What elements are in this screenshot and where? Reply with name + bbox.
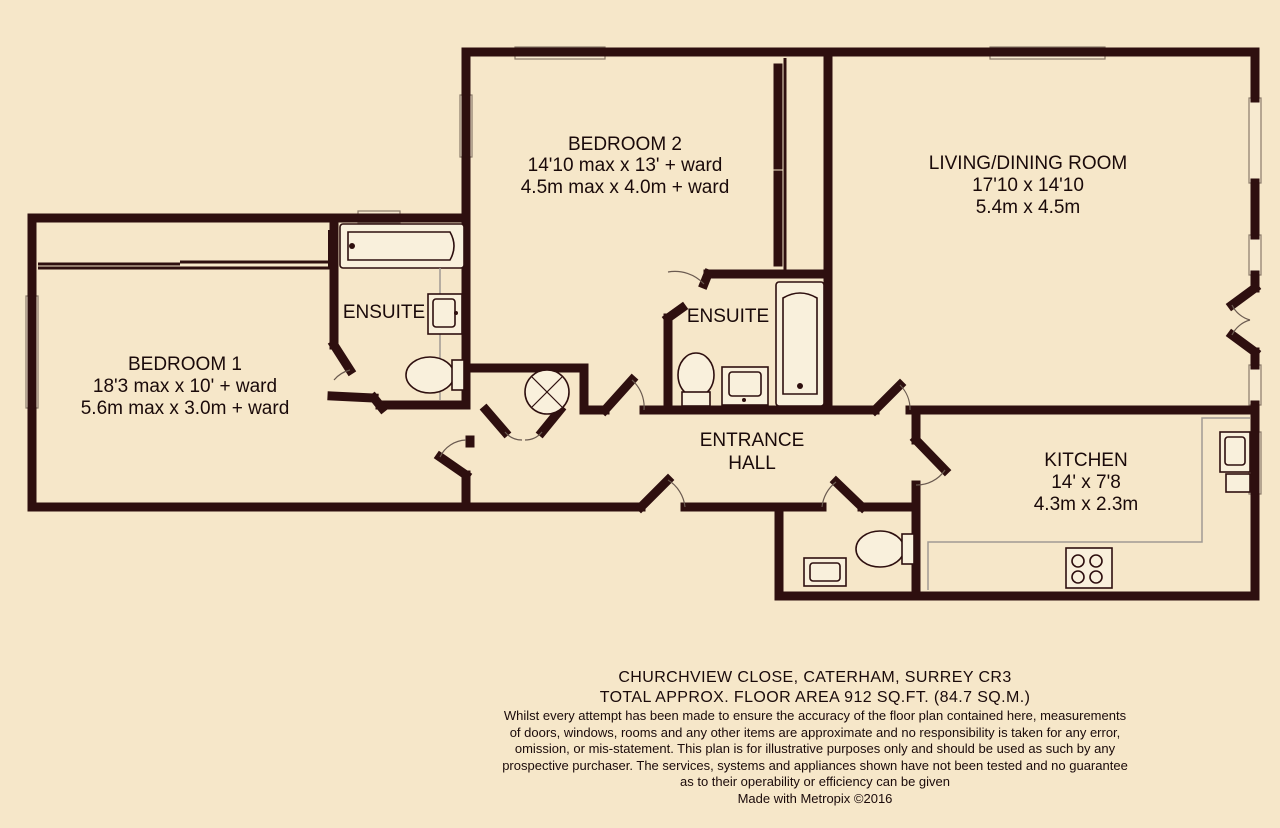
living-dim-imperial: 17'10 x 14'10 bbox=[972, 175, 1084, 196]
bedroom2-name: BEDROOM 2 bbox=[567, 134, 683, 155]
wardrobe-bedroom1 bbox=[38, 230, 330, 268]
disclaimer-line: prospective purchaser. The services, systems and appliances shown have not been tested and no guarantee bbox=[502, 757, 1128, 773]
credit: Made with Metropix ©2016 bbox=[737, 790, 893, 806]
kitchen-dim-metric: 4.3m x 2.3m bbox=[1033, 494, 1139, 515]
disclaimer-line: as to their operability or efficiency can be given bbox=[679, 774, 951, 790]
bedroom2-dim-imperial: 14'10 max x 13' + ward bbox=[527, 155, 723, 176]
bedroom2-dim-metric: 4.5m max x 4.0m + ward bbox=[520, 177, 730, 198]
entrance-line1: ENTRANCE bbox=[699, 430, 805, 451]
window-living-right-lower bbox=[1249, 235, 1261, 275]
toilet-ensuite2 bbox=[678, 353, 714, 397]
bedroom1-dim-metric: 5.6m max x 3.0m + ward bbox=[80, 398, 290, 419]
living-name: LIVING/DINING ROOM bbox=[928, 153, 1128, 174]
living-dim-metric: 5.4m x 4.5m bbox=[975, 197, 1081, 218]
toilet-wc bbox=[856, 531, 904, 567]
kitchen-dim-imperial: 14' x 7'8 bbox=[1051, 472, 1121, 493]
window-living-right-upper bbox=[1249, 98, 1261, 183]
ensuite1-name: ENSUITE bbox=[342, 302, 426, 323]
entrance-line2: HALL bbox=[728, 453, 776, 474]
hob-kitchen bbox=[1066, 548, 1112, 588]
disclaimer-line: omission, or mis-statement. This plan is for illustrative purposes only and should be used as such by any bbox=[514, 741, 1116, 757]
address: CHURCHVIEW CLOSE, CATERHAM, SURREY CR3 bbox=[618, 669, 1012, 686]
disclaimer-line: Whilst every attempt has been made to ensure the accuracy of the floor plan contained here, measurements bbox=[503, 708, 1127, 723]
ensuite2-name: ENSUITE bbox=[686, 306, 770, 327]
bedroom1-dim-imperial: 18'3 max x 10' + ward bbox=[92, 376, 278, 397]
room-labels bbox=[81, 134, 1139, 515]
windows bbox=[26, 47, 1261, 494]
kitchen-name: KITCHEN bbox=[1044, 450, 1128, 471]
floor-area: TOTAL APPROX. FLOOR AREA 912 SQ.FT. (84.7 SQ.M.) bbox=[599, 689, 1031, 706]
plan-footer bbox=[440, 668, 1190, 808]
toilet-ensuite1 bbox=[406, 357, 454, 393]
window-living-right-bottom bbox=[1249, 365, 1261, 405]
bedroom1-name: BEDROOM 1 bbox=[127, 354, 243, 375]
disclaimer-line: of doors, windows, rooms and any other items are approximate and no responsibility is taken for any error, bbox=[509, 724, 1121, 740]
